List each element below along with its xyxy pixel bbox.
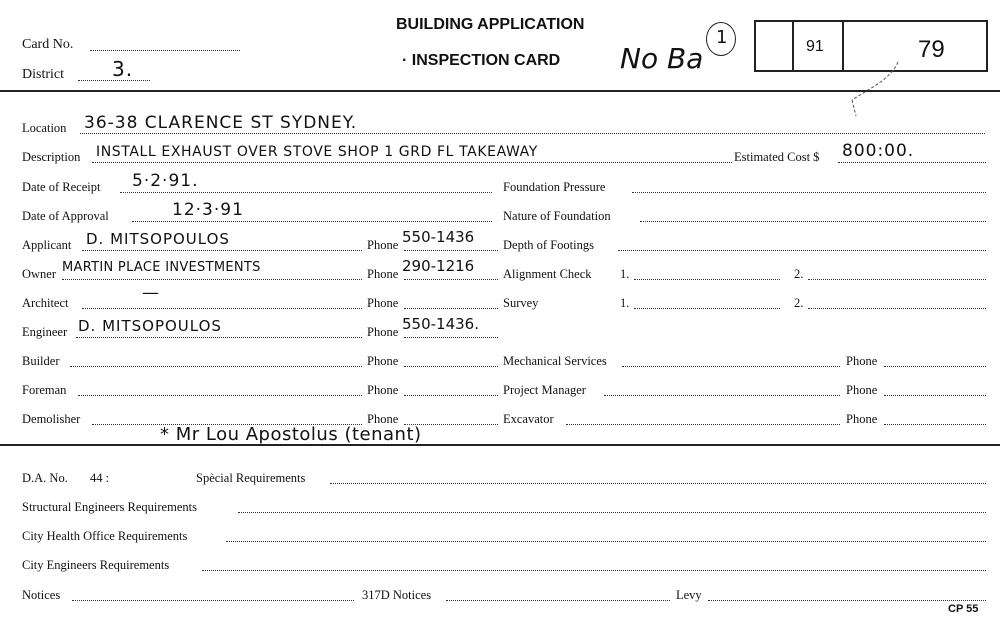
date-approval-label: Date of Approval — [22, 209, 109, 223]
location-label: Location — [22, 121, 67, 135]
date-approval-field[interactable] — [132, 221, 492, 222]
location-value: 36-38 CLARENCE ST SYDNEY. — [84, 113, 358, 133]
owner-field[interactable] — [62, 279, 362, 280]
survey-one-label: 1. — [620, 296, 630, 310]
structural-label: Structural Engineers Requirements — [22, 500, 197, 514]
applicant-phone-label: Phone — [367, 238, 399, 252]
project-manager-label: Project Manager — [503, 383, 586, 397]
da-label: D.A. No. — [22, 471, 68, 485]
architect-phone-label: Phone — [367, 296, 399, 310]
applicant-phone-value: 550-1436 — [402, 228, 475, 246]
owner-value: MARTIN PLACE INVESTMENTS — [62, 260, 261, 275]
excavator-label: Excavator — [503, 412, 554, 426]
demolisher-phone-label: Phone — [367, 412, 399, 426]
owner-phone-value: 290-1216 — [402, 257, 475, 275]
mechanical-phone-field[interactable] — [884, 366, 986, 367]
date-receipt-value: 5·2·91. — [132, 171, 199, 191]
notices-317d-label: 317D Notices — [362, 588, 432, 602]
builder-field[interactable] — [70, 366, 362, 367]
alignment-check-2-field[interactable] — [808, 279, 986, 280]
engineer-value: D. MITSOPOULOS — [78, 317, 222, 335]
project-manager-phone-label: Phone — [846, 383, 878, 397]
architect-value: — — [142, 283, 160, 303]
foundation-pressure-label: Foundation Pressure — [503, 180, 606, 194]
engineers-req-label: City Engineers Requirements — [22, 558, 170, 572]
section-rule — [0, 444, 1000, 446]
foreman-field[interactable] — [78, 395, 362, 396]
builder-label: Builder — [22, 354, 60, 368]
date-approval-value: 12·3·91 — [172, 200, 244, 220]
box-divider-1 — [792, 20, 794, 72]
demolisher-label: Demolisher — [22, 412, 81, 426]
mechanical-phone-label: Phone — [846, 354, 878, 368]
box-number: 79 — [918, 36, 945, 63]
special-requirements-label: Spècial Requirements — [196, 471, 306, 485]
notices-field[interactable] — [72, 600, 354, 601]
owner-phone-label: Phone — [367, 267, 399, 281]
location-field[interactable] — [80, 133, 985, 134]
box-year: 91 — [806, 38, 824, 55]
applicant-label: Applicant — [22, 238, 72, 252]
alignment-one-label: 1. — [620, 267, 630, 281]
engineer-phone-value: 550-1436. — [402, 315, 479, 333]
nature-foundation-label: Nature of Foundation — [503, 209, 611, 223]
mechanical-label: Mechanical Services — [503, 354, 607, 368]
foundation-pressure-field[interactable] — [632, 192, 986, 193]
depth-footings-label: Depth of Footings — [503, 238, 594, 252]
project-manager-field[interactable] — [604, 395, 840, 396]
tenant-note: * Mr Lou Apostolus (tenant) — [160, 424, 422, 445]
depth-footings-field[interactable] — [618, 250, 986, 251]
date-receipt-label: Date of Receipt — [22, 180, 101, 194]
estimated-cost-label: Estimated Cost $ — [734, 150, 820, 164]
excavator-field[interactable] — [566, 424, 840, 425]
builder-phone-label: Phone — [367, 354, 399, 368]
card-subtitle: · INSPECTION CARD — [402, 52, 561, 69]
notices-label: Notices — [22, 588, 61, 602]
applicant-phone-field[interactable] — [404, 250, 498, 251]
alignment-two-label: 2. — [794, 267, 804, 281]
engineer-field[interactable] — [76, 337, 362, 338]
estimated-cost-field[interactable] — [838, 162, 986, 163]
engineer-label: Engineer — [22, 325, 68, 339]
card-no-label: Card No. — [22, 37, 74, 52]
description-value: INSTALL EXHAUST OVER STOVE SHOP 1 GRD FL TAKEAWAY — [96, 144, 538, 160]
survey-two-label: 2. — [794, 296, 804, 310]
levy-field[interactable] — [708, 600, 986, 601]
description-field[interactable] — [92, 162, 732, 163]
circled-number: 1 — [706, 22, 736, 56]
description-label: Description — [22, 150, 81, 164]
notices-317d-field[interactable] — [446, 600, 670, 601]
header-rule — [0, 90, 1000, 92]
health-field[interactable] — [226, 541, 986, 542]
architect-phone-field[interactable] — [404, 308, 498, 309]
owner-label: Owner — [22, 267, 57, 281]
project-manager-phone-field[interactable] — [884, 395, 986, 396]
card-no-field[interactable] — [90, 50, 240, 51]
builder-phone-field[interactable] — [404, 366, 498, 367]
nature-foundation-field[interactable] — [640, 221, 986, 222]
alignment-check-label: Alignment Check — [503, 267, 592, 281]
excavator-phone-field[interactable] — [884, 424, 986, 425]
engineers-req-field[interactable] — [202, 570, 986, 571]
applicant-value: D. MITSOPOULOS — [86, 230, 230, 248]
architect-field[interactable] — [82, 308, 362, 309]
applicant-field[interactable] — [82, 250, 362, 251]
date-receipt-field[interactable] — [120, 192, 492, 193]
owner-phone-field[interactable] — [404, 279, 498, 280]
alignment-check-1-field[interactable] — [634, 279, 780, 280]
foreman-phone-label: Phone — [367, 383, 399, 397]
special-requirements-field[interactable] — [330, 483, 986, 484]
survey-label: Survey — [503, 296, 539, 310]
engineer-phone-label: Phone — [367, 325, 399, 339]
foreman-phone-field[interactable] — [404, 395, 498, 396]
stamp-handwriting: No Ba — [620, 42, 704, 75]
mechanical-field[interactable] — [622, 366, 840, 367]
levy-label: Levy — [676, 588, 702, 602]
survey-1-field[interactable] — [634, 308, 780, 309]
form-code: CP 55 — [948, 603, 979, 615]
da-value: 44 : — [90, 471, 110, 485]
structural-field[interactable] — [238, 512, 986, 513]
district-value: 3. — [112, 57, 134, 81]
survey-2-field[interactable] — [808, 308, 986, 309]
district-label: District — [22, 67, 64, 82]
excavator-phone-label: Phone — [846, 412, 878, 426]
architect-label: Architect — [22, 296, 69, 310]
health-label: City Health Office Requirements — [22, 529, 188, 543]
foreman-label: Foreman — [22, 383, 67, 397]
card-title: BUILDING APPLICATION — [396, 16, 585, 33]
engineer-phone-field[interactable] — [404, 337, 498, 338]
estimated-cost-value: 800:00. — [842, 141, 915, 161]
